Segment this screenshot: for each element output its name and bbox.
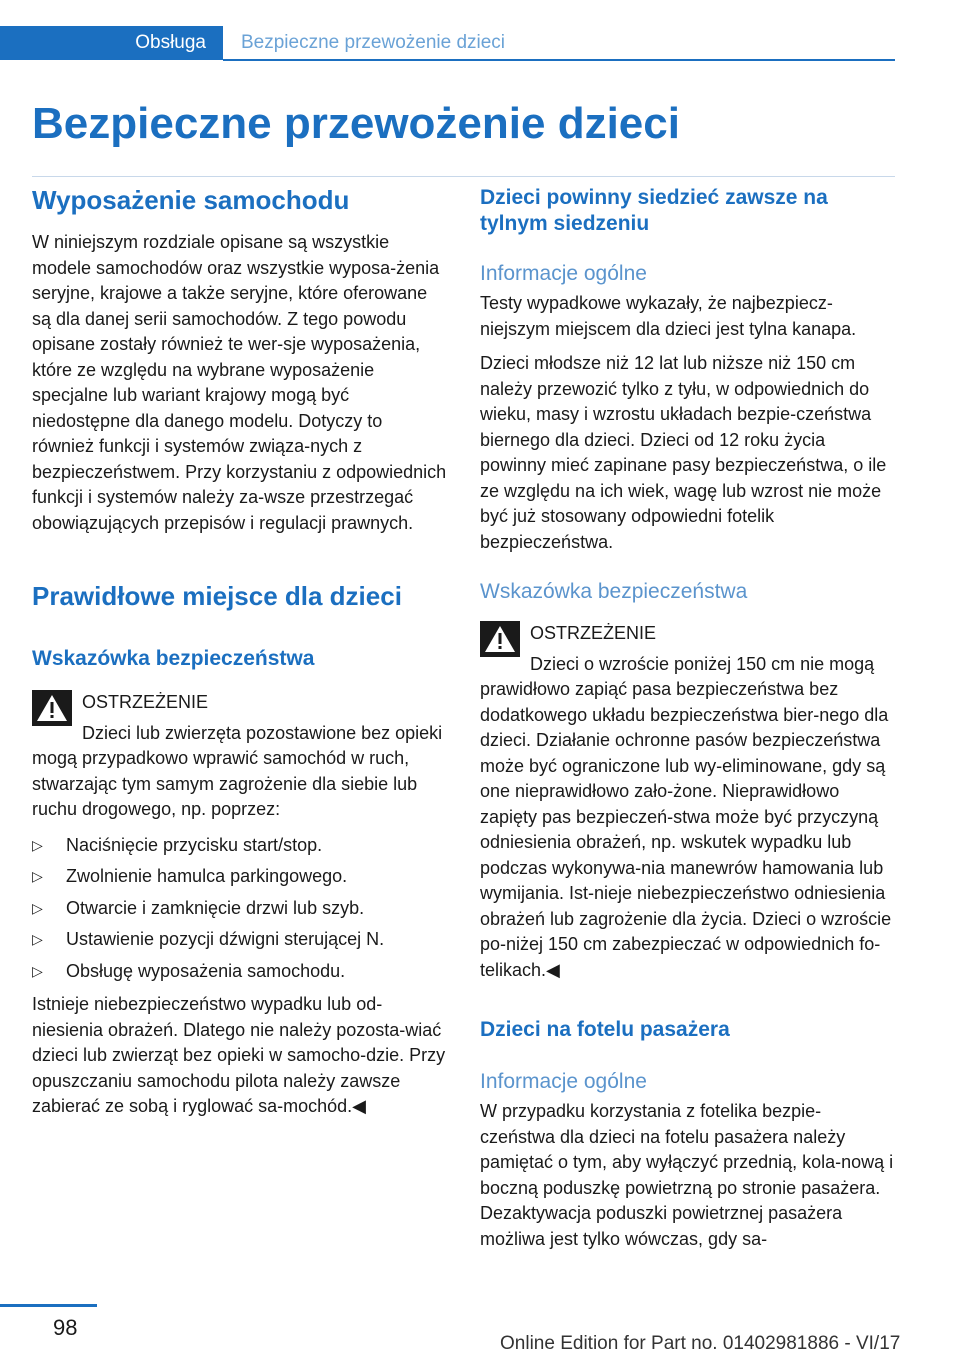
- triangle-bullet-icon: ▷: [32, 931, 43, 947]
- heading-correct-place: Prawidłowe miejsce dla dzieci: [32, 581, 402, 611]
- page-number: 98: [53, 1315, 78, 1340]
- list-item: [32, 864, 447, 896]
- warning-block: [32, 688, 447, 823]
- heading-equipment: Wyposażenie samochodu: [32, 185, 350, 215]
- warning-icon: [480, 621, 520, 657]
- warning-text: Dzieci lub zwierzęta pozostawione bez opieki mogą przypadkowo wprawić samochód w ruch, stwarzając tym samym zagrożenie dla siebie lub ruchu drogowego, np. poprzez:: [32, 722, 443, 819]
- warning-block: [480, 619, 895, 983]
- list-item-text: Ustawienie pozycji dźwigni sterującej N.: [66, 929, 385, 949]
- list-item-text: Naciśnięcie przycisku start/stop.: [66, 834, 323, 855]
- paragraph-equipment: W niniejszym rozdziale opisane są wszystkie modele samochodów oraz wszystkie wyposa‐żenia seryjne, krajowe a także seryjne, które oferowane są dla danej serii samochodów. Z tego powodu opisane zostały również te wer‐sje wyposażenia, które ze względu na wybrane wyposażenie specjalne lub wariant krajowy mogą być niedostępne dla danego modelu. Dotyczy to również funkcji i systemów związa‐nych z bezpieczeństwem. Przy korzystaniu z odpowiednich funkcji i systemów należy za‐wsze przestrzegać obowiązujących przepisów i regulacji prawnych.: [32, 232, 447, 533]
- left-column: [32, 185, 447, 1120]
- paragraph-children-rear: Dzieci młodsze niż 12 lat lub niższe niż 150 cm należy przewozić tylko z tyłu, w odpowiednich do wieku, masy i wzrostu układach bezpie‐czeństwa biernego dla dzieci. Dzieci od 12 roku życia powinny mieć zapinane pasy bezpieczeństwa, o ile ze względu na ich wiek, wagę lub wzrost nie może być już stosowany odpowiedni fotelik bezpieczeństwa.: [480, 353, 887, 552]
- warning-text: Dzieci o wzroście poniżej 150 cm nie mogą prawidłowo zapiąć pasa bezpieczeństwa bez dodatkowego układu bezpieczeństwa bier‐nego dla dzieci. Działanie ochronne pasów bezpieczeństwa może być ograniczone lub wy‐eliminowane, gdy są one nieprawidłowo zało‐żone. Nieprawidłowo zapięty pas bezpieczeń‐stwa może być przyczyną odniesienia obrażeń, np. wskutek wypadku lub podczas wykonywa‐nia manewrów hamowania lub wymijania. Ist‐nieje niebezpieczeństwo odniesienia obrażeń lub zagrożenie dla życia. Dzieci o wzroście po‐niżej 150 cm zabezpieczać w odpowiednich fo‐telikach.◀: [480, 653, 892, 980]
- footer-rule: [0, 1304, 97, 1307]
- heading-general-info: Informacje ogólne: [480, 1070, 647, 1093]
- heading-safety-note: Wskazówka bezpieczeństwa: [480, 580, 748, 603]
- heading-general-info: Informacje ogólne: [480, 262, 647, 285]
- title-rule: [32, 176, 895, 177]
- paragraph-danger: Istnieje niebezpieczeństwo wypadku lub od‐niesienia obrażeń. Dlatego nie należy pozosta‐wiać dzieci lub zwierząt bez opieki w samocho‐dzie. Przy opuszczaniu samochodu pilota należy zawsze zabierać ze sobą i ryglować sa‐mochód.◀: [32, 994, 446, 1116]
- triangle-bullet-icon: ▷: [32, 899, 43, 916]
- triangle-bullet-icon: ▷: [32, 868, 43, 884]
- triangle-bullet-icon: ▷: [32, 962, 43, 979]
- right-column: [480, 185, 895, 1252]
- heading-front-passenger: Dzieci na fotelu pasażera: [480, 1018, 730, 1041]
- list-item: [32, 896, 447, 928]
- heading-rear-seat: Dzieci powinny siedzieć zawsze na tylnym siedzeniu: [480, 186, 828, 235]
- warning-label: OSTRZEŻENIE: [82, 692, 209, 712]
- list-item-text: Obsługę wyposażenia samochodu.: [66, 960, 346, 981]
- edition-note: Online Edition for Part no. 01402981886 - VI/17: [500, 1333, 901, 1354]
- header-rule: [223, 59, 895, 61]
- page-title: Bezpieczne przewożenie dzieci: [32, 99, 680, 148]
- list-item: [32, 959, 447, 991]
- list-item-text: Otwarcie i zamknięcie drzwi lub szyb.: [66, 897, 365, 918]
- paragraph-passenger: W przypadku korzystania z fotelika bezpie‐czeństwa dla dzieci na fotelu pasażera należy pamiętać o tym, aby wyłączyć przednią, kola‐nową i boczną poduszkę powietrzną po stronie pasażera. Dezaktywacja poduszki powietrznej pasażera możliwa jest tylko wówczas, gdy sa‐: [480, 1101, 894, 1249]
- list-item: [32, 927, 447, 959]
- triangle-bullet-icon: ▷: [32, 836, 43, 853]
- warning-label: OSTRZEŻENIE: [530, 623, 657, 643]
- list-item-text: Zwolnienie hamulca parkingowego.: [66, 866, 348, 886]
- list-item: [32, 833, 447, 865]
- section-tab: Obsługa: [0, 26, 223, 60]
- warning-icon: [32, 690, 72, 726]
- heading-safety-note: Wskazówka bezpieczeństwa: [32, 647, 315, 670]
- page-header: [0, 26, 895, 60]
- chapter-tab: Bezpieczne przewożenie dzieci: [241, 32, 506, 53]
- paragraph-crash-tests: Testy wypadkowe wykazały, że najbezpiecz‐niejszym miejscem dla dzieci jest tylna kanapa.: [480, 293, 857, 339]
- bullet-list: [32, 833, 447, 991]
